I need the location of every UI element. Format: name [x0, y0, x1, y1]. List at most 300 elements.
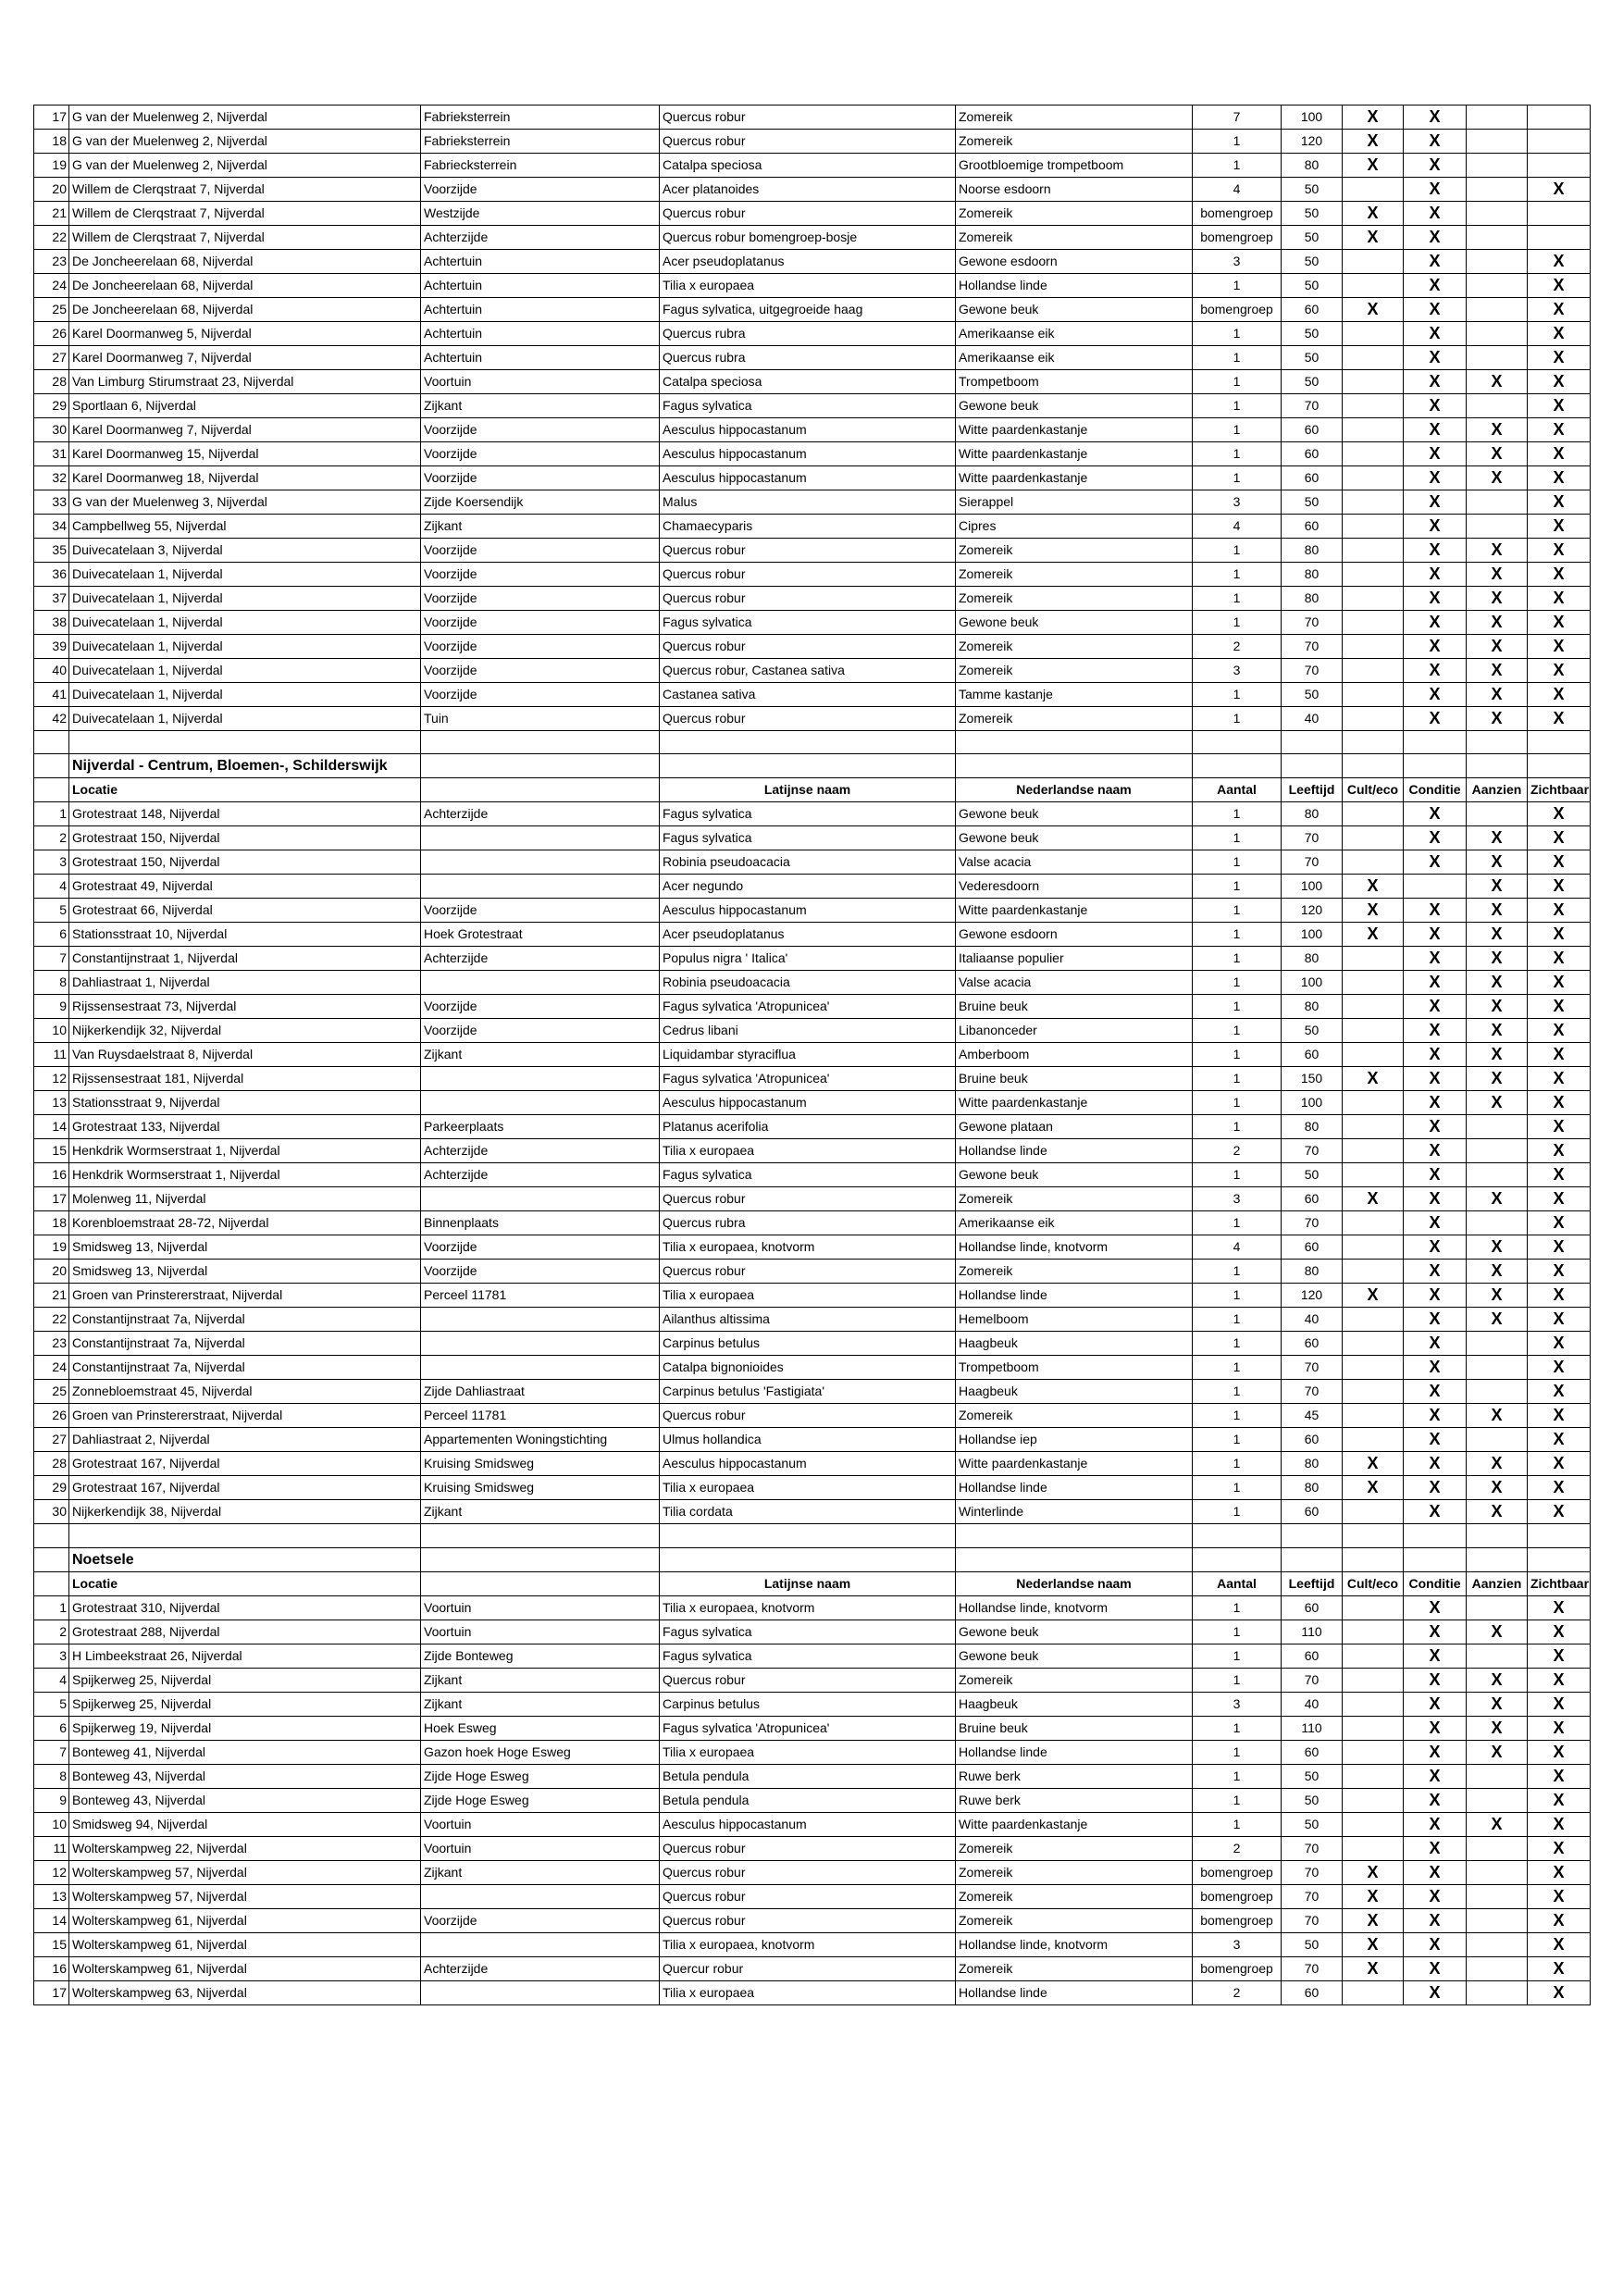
latin-name-cell: Tilia cordata	[660, 1500, 956, 1524]
visibility-cell: X	[1528, 322, 1591, 346]
table-row	[34, 850, 1591, 875]
latin-name-cell: Quercus robur	[660, 202, 956, 226]
table-row	[34, 1692, 1591, 1716]
appearance-cell: X	[1467, 659, 1528, 683]
count-cell: 1	[1193, 1091, 1282, 1115]
row-number-cell: 7	[34, 1740, 69, 1764]
count-cell: 4	[1193, 1235, 1282, 1260]
empty-cell	[1282, 731, 1343, 754]
condition-cell: X	[1404, 539, 1467, 563]
location-cell: Willem de Clerqstraat 7, Nijverdal	[69, 202, 421, 226]
row-number-cell: 23	[34, 1332, 69, 1356]
appearance-cell: X	[1467, 370, 1528, 394]
cult-eco-cell	[1343, 1620, 1404, 1644]
empty-cell	[1193, 754, 1282, 778]
location-detail-cell: Zijkant	[421, 515, 660, 539]
appearance-cell: X	[1467, 1284, 1528, 1308]
latin-name-cell: Ulmus hollandica	[660, 1428, 956, 1452]
age-cell: 70	[1282, 1139, 1343, 1163]
location-detail-cell: Voorzijde	[421, 587, 660, 611]
empty-cell	[1467, 731, 1528, 754]
visibility-cell: X	[1528, 1115, 1591, 1139]
location-detail-cell: Zijde Bonteweg	[421, 1644, 660, 1668]
condition-cell: X	[1404, 971, 1467, 995]
visibility-cell: X	[1528, 1740, 1591, 1764]
row-number-cell: 14	[34, 1115, 69, 1139]
empty-cell	[34, 1524, 69, 1547]
condition-cell: X	[1404, 899, 1467, 923]
table-row	[34, 1932, 1591, 1956]
dutch-name-cell: Grootbloemige trompetboom	[956, 154, 1193, 178]
row-number-cell: 35	[34, 539, 69, 563]
row-number-cell: 10	[34, 1812, 69, 1836]
location-detail-cell: Achtertuin	[421, 274, 660, 298]
visibility-cell: X	[1528, 1668, 1591, 1692]
condition-cell: X	[1404, 1764, 1467, 1788]
condition-cell: X	[1404, 1716, 1467, 1740]
visibility-cell: X	[1528, 1187, 1591, 1211]
count-cell: 1	[1193, 154, 1282, 178]
location-detail-cell	[421, 1067, 660, 1091]
location-cell: Grotestraat 167, Nijverdal	[69, 1476, 421, 1500]
age-cell: 80	[1282, 563, 1343, 587]
table-row	[34, 490, 1591, 515]
table-row	[34, 154, 1591, 178]
appearance-cell: X	[1467, 875, 1528, 899]
row-number-cell: 13	[34, 1884, 69, 1908]
empty-cell	[660, 1524, 956, 1547]
location-cell: Spijkerweg 25, Nijverdal	[69, 1668, 421, 1692]
table-row	[34, 707, 1591, 731]
appearance-cell	[1467, 274, 1528, 298]
appearance-cell	[1467, 1332, 1528, 1356]
latin-name-cell: Aesculus hippocastanum	[660, 1091, 956, 1115]
table-row	[34, 683, 1591, 707]
column-header-cell: Leeftijd	[1282, 1571, 1343, 1595]
location-detail-cell: Voortuin	[421, 1812, 660, 1836]
condition-cell: X	[1404, 226, 1467, 250]
age-cell: 70	[1282, 635, 1343, 659]
row-number-cell: 13	[34, 1091, 69, 1115]
dutch-name-cell: Hollandse linde	[956, 1980, 1193, 2004]
location-cell: Campbellweg 55, Nijverdal	[69, 515, 421, 539]
appearance-cell	[1467, 322, 1528, 346]
appearance-cell	[1467, 346, 1528, 370]
location-detail-cell: Voorzijde	[421, 995, 660, 1019]
column-header-cell: Latijnse naam	[660, 778, 956, 802]
table-body	[34, 105, 1591, 2005]
age-cell: 70	[1282, 850, 1343, 875]
location-cell: Spijkerweg 19, Nijverdal	[69, 1716, 421, 1740]
cult-eco-cell	[1343, 418, 1404, 442]
location-detail-cell	[421, 826, 660, 850]
cult-eco-cell: X	[1343, 1932, 1404, 1956]
location-cell: Stationsstraat 10, Nijverdal	[69, 923, 421, 947]
cult-eco-cell	[1343, 1356, 1404, 1380]
table-row	[34, 923, 1591, 947]
location-cell: Bonteweg 43, Nijverdal	[69, 1764, 421, 1788]
dutch-name-cell: Zomereik	[956, 202, 1193, 226]
dutch-name-cell: Zomereik	[956, 539, 1193, 563]
location-cell: Grotestraat 288, Nijverdal	[69, 1620, 421, 1644]
cult-eco-cell	[1343, 322, 1404, 346]
appearance-cell: X	[1467, 587, 1528, 611]
age-cell: 50	[1282, 1764, 1343, 1788]
visibility-cell: X	[1528, 1908, 1591, 1932]
latin-name-cell: Fagus sylvatica 'Atropunicea'	[660, 995, 956, 1019]
count-cell: 1	[1193, 1716, 1282, 1740]
count-cell: 1	[1193, 802, 1282, 826]
row-number-cell: 30	[34, 1500, 69, 1524]
dutch-name-cell: Gewone plataan	[956, 1115, 1193, 1139]
dutch-name-cell: Hollandse linde	[956, 1476, 1193, 1500]
row-number-cell: 9	[34, 995, 69, 1019]
age-cell: 80	[1282, 539, 1343, 563]
location-cell: Constantijnstraat 1, Nijverdal	[69, 947, 421, 971]
location-cell: Duivecatelaan 1, Nijverdal	[69, 563, 421, 587]
location-detail-cell: Voorzijde	[421, 1908, 660, 1932]
condition-cell: X	[1404, 418, 1467, 442]
count-cell: 1	[1193, 611, 1282, 635]
location-cell: Grotestraat 150, Nijverdal	[69, 826, 421, 850]
location-cell: Grotestraat 66, Nijverdal	[69, 899, 421, 923]
condition-cell: X	[1404, 1211, 1467, 1235]
latin-name-cell: Malus	[660, 490, 956, 515]
dutch-name-cell: Ruwe berk	[956, 1764, 1193, 1788]
empty-cell	[1193, 1547, 1282, 1571]
table-row	[34, 1956, 1591, 1980]
age-cell: 50	[1282, 274, 1343, 298]
cult-eco-cell: X	[1343, 1067, 1404, 1091]
visibility-cell: X	[1528, 923, 1591, 947]
appearance-cell: X	[1467, 466, 1528, 490]
condition-cell: X	[1404, 1428, 1467, 1452]
appearance-cell: X	[1467, 1019, 1528, 1043]
location-detail-cell: Fabrieksterrein	[421, 105, 660, 130]
age-cell: 70	[1282, 1211, 1343, 1235]
table-row	[34, 802, 1591, 826]
row-number-cell: 21	[34, 202, 69, 226]
appearance-cell	[1467, 298, 1528, 322]
row-number-cell: 18	[34, 1211, 69, 1235]
location-detail-cell: Appartementen Woningstichting	[421, 1428, 660, 1452]
cult-eco-cell	[1343, 1788, 1404, 1812]
location-cell: Wolterskampweg 57, Nijverdal	[69, 1884, 421, 1908]
latin-name-cell: Chamaecyparis	[660, 515, 956, 539]
visibility-cell: X	[1528, 1260, 1591, 1284]
condition-cell: X	[1404, 394, 1467, 418]
empty-cell	[660, 754, 956, 778]
table-row	[34, 1788, 1591, 1812]
table-row	[34, 1332, 1591, 1356]
location-detail-cell: Achterzijde	[421, 1139, 660, 1163]
condition-cell: X	[1404, 1043, 1467, 1067]
latin-name-cell: Fagus sylvatica, uitgegroeide haag	[660, 298, 956, 322]
count-cell: 1	[1193, 899, 1282, 923]
table-row	[34, 515, 1591, 539]
condition-cell: X	[1404, 850, 1467, 875]
visibility-cell: X	[1528, 1308, 1591, 1332]
latin-name-cell: Aesculus hippocastanum	[660, 1452, 956, 1476]
count-cell: 1	[1193, 394, 1282, 418]
table-row	[34, 1091, 1591, 1115]
count-cell: 1	[1193, 442, 1282, 466]
row-number-cell: 1	[34, 1595, 69, 1620]
cult-eco-cell: X	[1343, 1956, 1404, 1980]
table-row	[34, 418, 1591, 442]
latin-name-cell: Carpinus betulus	[660, 1692, 956, 1716]
visibility-cell: X	[1528, 394, 1591, 418]
appearance-cell	[1467, 130, 1528, 154]
count-cell: bomengroep	[1193, 298, 1282, 322]
table-row	[34, 442, 1591, 466]
condition-cell	[1404, 875, 1467, 899]
table-row	[34, 1019, 1591, 1043]
appearance-cell: X	[1467, 971, 1528, 995]
empty-cell	[34, 778, 69, 802]
location-cell: Groen van Prinstererstraat, Nijverdal	[69, 1404, 421, 1428]
cult-eco-cell: X	[1343, 923, 1404, 947]
location-detail-cell: Voorzijde	[421, 442, 660, 466]
appearance-cell: X	[1467, 1692, 1528, 1716]
row-number-cell: 18	[34, 130, 69, 154]
latin-name-cell: Carpinus betulus 'Fastigiata'	[660, 1380, 956, 1404]
appearance-cell: X	[1467, 563, 1528, 587]
condition-cell: X	[1404, 490, 1467, 515]
empty-cell	[956, 1547, 1193, 1571]
age-cell: 50	[1282, 322, 1343, 346]
appearance-cell	[1467, 1163, 1528, 1187]
empty-cell	[421, 1547, 660, 1571]
dutch-name-cell: Zomereik	[956, 1668, 1193, 1692]
table-row	[34, 1356, 1591, 1380]
table-row	[34, 1139, 1591, 1163]
location-cell: Dahliastraat 2, Nijverdal	[69, 1428, 421, 1452]
age-cell: 70	[1282, 1956, 1343, 1980]
location-detail-cell: Voorzijde	[421, 563, 660, 587]
row-number-cell: 16	[34, 1163, 69, 1187]
column-header-cell: Zichtbaar	[1528, 778, 1591, 802]
count-cell: 1	[1193, 1043, 1282, 1067]
dutch-name-cell: Gewone beuk	[956, 802, 1193, 826]
age-cell: 50	[1282, 1019, 1343, 1043]
location-detail-cell	[421, 1187, 660, 1211]
count-cell: 3	[1193, 1692, 1282, 1716]
visibility-cell: X	[1528, 1139, 1591, 1163]
empty-cell	[956, 754, 1193, 778]
visibility-cell: X	[1528, 1860, 1591, 1884]
location-detail-cell: Zijde Hoge Esweg	[421, 1764, 660, 1788]
latin-name-cell: Quercus robur	[660, 130, 956, 154]
age-cell: 50	[1282, 178, 1343, 202]
row-number-cell: 22	[34, 1308, 69, 1332]
location-detail-cell	[421, 1980, 660, 2004]
row-number-cell: 26	[34, 1404, 69, 1428]
location-detail-cell: Achterzijde	[421, 802, 660, 826]
age-cell: 50	[1282, 1163, 1343, 1187]
appearance-cell	[1467, 226, 1528, 250]
dutch-name-cell: Vederesdoorn	[956, 875, 1193, 899]
age-cell: 40	[1282, 1692, 1343, 1716]
appearance-cell	[1467, 1595, 1528, 1620]
dutch-name-cell: Gewone beuk	[956, 1163, 1193, 1187]
row-number-cell: 41	[34, 683, 69, 707]
cult-eco-cell: X	[1343, 1284, 1404, 1308]
visibility-cell: X	[1528, 178, 1591, 202]
location-cell: Henkdrik Wormserstraat 1, Nijverdal	[69, 1163, 421, 1187]
count-cell: 1	[1193, 1764, 1282, 1788]
visibility-cell: X	[1528, 826, 1591, 850]
row-number-cell: 8	[34, 971, 69, 995]
age-cell: 50	[1282, 346, 1343, 370]
latin-name-cell: Quercus robur	[660, 1668, 956, 1692]
age-cell: 60	[1282, 442, 1343, 466]
latin-name-cell: Tilia x europaea	[660, 1476, 956, 1500]
location-detail-cell: Zijkant	[421, 1860, 660, 1884]
count-cell: 1	[1193, 1380, 1282, 1404]
location-detail-cell: Kruising Smidsweg	[421, 1452, 660, 1476]
column-header-cell: Latijnse naam	[660, 1571, 956, 1595]
age-cell: 80	[1282, 995, 1343, 1019]
visibility-cell: X	[1528, 1644, 1591, 1668]
visibility-cell: X	[1528, 635, 1591, 659]
location-cell: Zonnebloemstraat 45, Nijverdal	[69, 1380, 421, 1404]
empty-cell	[1528, 731, 1591, 754]
count-cell: 1	[1193, 1644, 1282, 1668]
empty-cell	[69, 1524, 421, 1547]
cult-eco-cell: X	[1343, 1884, 1404, 1908]
condition-cell: X	[1404, 995, 1467, 1019]
condition-cell: X	[1404, 515, 1467, 539]
row-number-cell: 12	[34, 1860, 69, 1884]
dutch-name-cell: Zomereik	[956, 1187, 1193, 1211]
empty-cell	[1343, 1524, 1404, 1547]
visibility-cell: X	[1528, 563, 1591, 587]
count-cell: 1	[1193, 875, 1282, 899]
table-row	[34, 274, 1591, 298]
dutch-name-cell: Gewone beuk	[956, 298, 1193, 322]
location-detail-cell: Achtertuin	[421, 346, 660, 370]
latin-name-cell: Quercus robur	[660, 635, 956, 659]
count-cell: 1	[1193, 1668, 1282, 1692]
cult-eco-cell	[1343, 1163, 1404, 1187]
condition-cell: X	[1404, 346, 1467, 370]
row-number-cell: 9	[34, 1788, 69, 1812]
condition-cell: X	[1404, 178, 1467, 202]
appearance-cell	[1467, 515, 1528, 539]
count-cell: 3	[1193, 250, 1282, 274]
table-row	[34, 1308, 1591, 1332]
cult-eco-cell: X	[1343, 875, 1404, 899]
count-cell: 1	[1193, 1211, 1282, 1235]
latin-name-cell: Aesculus hippocastanum	[660, 442, 956, 466]
dutch-name-cell: Valse acacia	[956, 850, 1193, 875]
location-detail-cell: Hoek Esweg	[421, 1716, 660, 1740]
dutch-name-cell: Zomereik	[956, 1956, 1193, 1980]
dutch-name-cell: Bruine beuk	[956, 1716, 1193, 1740]
appearance-cell: X	[1467, 442, 1528, 466]
empty-cell	[1343, 1547, 1404, 1571]
dutch-name-cell: Italiaanse populier	[956, 947, 1193, 971]
age-cell: 70	[1282, 1884, 1343, 1908]
column-header-cell: Conditie	[1404, 1571, 1467, 1595]
dutch-name-cell: Gewone beuk	[956, 394, 1193, 418]
row-number-cell: 6	[34, 923, 69, 947]
appearance-cell: X	[1467, 1091, 1528, 1115]
age-cell: 40	[1282, 1308, 1343, 1332]
row-number-cell: 36	[34, 563, 69, 587]
latin-name-cell: Carpinus betulus	[660, 1332, 956, 1356]
appearance-cell	[1467, 105, 1528, 130]
cult-eco-cell	[1343, 947, 1404, 971]
age-cell: 70	[1282, 826, 1343, 850]
dutch-name-cell: Bruine beuk	[956, 1067, 1193, 1091]
condition-cell: X	[1404, 563, 1467, 587]
location-cell: Duivecatelaan 1, Nijverdal	[69, 683, 421, 707]
count-cell: bomengroep	[1193, 1908, 1282, 1932]
table-row	[34, 1043, 1591, 1067]
appearance-cell: X	[1467, 635, 1528, 659]
visibility-cell: X	[1528, 1284, 1591, 1308]
dutch-name-cell: Gewone beuk	[956, 826, 1193, 850]
tree-inventory-sheet	[33, 105, 1590, 2005]
row-number-cell: 14	[34, 1908, 69, 1932]
row-number-cell: 5	[34, 899, 69, 923]
count-cell: 1	[1193, 1019, 1282, 1043]
cult-eco-cell	[1343, 1043, 1404, 1067]
table-row	[34, 1716, 1591, 1740]
column-header-cell: Cult/eco	[1343, 1571, 1404, 1595]
latin-name-cell: Quercus robur	[660, 1908, 956, 1932]
count-cell: 1	[1193, 466, 1282, 490]
location-detail-cell: Zijde Hoge Esweg	[421, 1788, 660, 1812]
section-title-row	[34, 1547, 1591, 1571]
location-cell: Wolterskampweg 22, Nijverdal	[69, 1836, 421, 1860]
age-cell: 70	[1282, 611, 1343, 635]
dutch-name-cell: Hollandse linde	[956, 1284, 1193, 1308]
count-cell: 1	[1193, 346, 1282, 370]
count-cell: 1	[1193, 707, 1282, 731]
table-row	[34, 1163, 1591, 1187]
cult-eco-cell	[1343, 995, 1404, 1019]
dutch-name-cell: Witte paardenkastanje	[956, 442, 1193, 466]
cult-eco-cell	[1343, 1716, 1404, 1740]
appearance-cell	[1467, 1380, 1528, 1404]
latin-name-cell: Aesculus hippocastanum	[660, 1812, 956, 1836]
cult-eco-cell	[1343, 394, 1404, 418]
cult-eco-cell	[1343, 1115, 1404, 1139]
cult-eco-cell	[1343, 802, 1404, 826]
location-cell: Wolterskampweg 63, Nijverdal	[69, 1980, 421, 2004]
latin-name-cell: Fagus sylvatica	[660, 1644, 956, 1668]
visibility-cell: X	[1528, 1091, 1591, 1115]
column-header-cell: Locatie	[69, 778, 421, 802]
table-row	[34, 947, 1591, 971]
row-number-cell: 42	[34, 707, 69, 731]
table-row	[34, 899, 1591, 923]
location-detail-cell: Achterzijde	[421, 947, 660, 971]
location-detail-cell: Tuin	[421, 707, 660, 731]
section-title-cell: Nijverdal - Centrum, Bloemen-, Schilderswijk	[69, 754, 421, 778]
location-detail-cell	[421, 971, 660, 995]
cult-eco-cell	[1343, 370, 1404, 394]
visibility-cell: X	[1528, 1500, 1591, 1524]
visibility-cell: X	[1528, 947, 1591, 971]
age-cell: 45	[1282, 1404, 1343, 1428]
cult-eco-cell	[1343, 611, 1404, 635]
appearance-cell: X	[1467, 1187, 1528, 1211]
row-number-cell: 6	[34, 1716, 69, 1740]
